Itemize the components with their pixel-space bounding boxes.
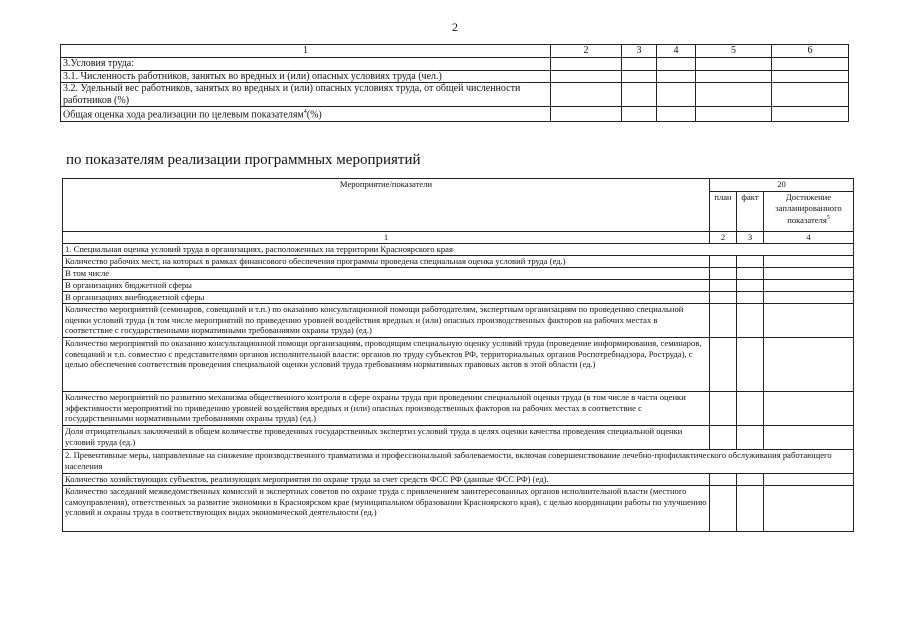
measures-table [62,178,854,532]
table-row [61,83,849,107]
header-year: 20 [710,179,854,192]
table-row [63,474,854,486]
row-label: Количество рабочих мест, на которых в рамках финансового обеспечения программы проведена специальная оценка условий труда (ед.) [63,256,710,268]
number-cell: 2 [710,232,737,244]
section-row: 1. Специальная оценка условий труда в организациях, расположенных на территории Красноярского края [63,244,854,256]
header-cell: 1 [61,45,551,58]
row-label: В организациях внебюджетной сферы [63,292,710,304]
footnote-mark: 4 [303,109,307,115]
row-label: В организациях бюджетной сферы [63,280,710,292]
table-row [63,426,854,450]
table-row [63,486,854,532]
header-cell: 3 [622,45,657,58]
targets-table [60,44,849,122]
header-measure: Мероприятие/показатели [63,179,710,232]
number-cell: 1 [63,232,710,244]
table-row [61,107,849,122]
row-label: 3.1. Численность работников, занятых во вредных и (или) опасных условиях труда (чел.) [61,70,551,83]
numbering-row [63,232,854,244]
table-row [61,58,849,71]
footnote-mark: 5 [826,215,830,222]
table-row [63,392,854,426]
table-row [63,304,854,338]
section-row: 2. Превентивные меры, направленные на снижение производственного травматизма и профессиональной заболеваемости, включая совершенствование лечебно-профилактического обслуживания работающего населения [63,450,854,474]
row-label: Количество хозяйствующих субъектов, реализующих мероприятия по охране труда за счет средств ФСС РФ (данные ФСС РФ) (ед). [63,474,710,486]
table-row [63,256,854,268]
row-label: Количество мероприятий (семинаров, совещаний и т.п.) по оказанию консультационной помощи работодателям, экспертным организациям по проведению специальной оценки условий труда (в том числе мероприятий по приведению уровней воздействия вредных и (или) опасных производственных факторов на рабочих местах в соответствие с государственными нормативными требованиями охраны труда) (ед.) [63,304,710,338]
page-number: 2 [452,20,458,34]
section-title: по показателям реализации программных мероприятий [66,152,421,168]
table-row [63,292,854,304]
header-cell: 5 [696,45,772,58]
header-fact: факт [737,192,764,232]
table-row [63,268,854,280]
table-row [61,70,849,83]
row-label: В том числе [63,268,710,280]
row-label: Общая оценка хода реализации по целевым показателям$^4$(%) [61,107,551,122]
header-cell: 2 [551,45,622,58]
header-cell: 6 [772,45,849,58]
row-label: Количество мероприятий по развитию механизма общественного контроля в сфере охраны труда при проведении специальной оценки труда (в том числе в части оценки эффективности мероприятий по приведению уровней воздействия вредных и (или) опасных производственных факторов на рабочих местах в соответствие с государственными нормативными требованиями охраны труда) (ед.) [63,392,710,426]
header-plan: план [710,192,737,232]
table-header-row [63,179,854,192]
number-cell: 3 [737,232,764,244]
row-label: 3.Условия труда: [61,58,551,71]
row-label: Количество заседаний межведомственных комиссий и экспертных советов по охране труда с привлечением заинтересованных органов исполнительной власти (местного самоуправления), ответственных за развитие экономики в Красноярском крае (муниципальном образовании Красноярского края), с целью координации работы по улучшению условий и охраны труда в соответствующих видах экономической деятельности (ед.) [63,486,710,532]
table-row [63,338,854,392]
header-cell: 4 [657,45,696,58]
table-header-row [61,45,849,58]
header-achievement: Достижение запланированного показателя$^5$ [764,192,854,232]
table-row [63,280,854,292]
row-label: Доля отрицательных заключений в общем количестве проведенных государственных экспертиз условий труда в целях оценки качества проведения специальной оценки условий труда (ед.) [63,426,710,450]
row-label: 3.2. Удельный вес работников, занятых во вредных и (или) опасных условиях труда, от общей численности работников (%) [61,83,551,107]
table-row [63,244,854,256]
table-row [63,450,854,474]
number-cell: 4 [764,232,854,244]
row-label: Количество мероприятий по оказанию консультационной помощи организациям, проводящим специальную оценку условий труда (проведение информирования, семинаров, совещаний и т.п. совместно с представителями органов исполнительной власти: органов по труду субъектов РФ, территориальных органов Роспотребнадзора, Роструда), с целью обеспечения соответствия проведения специальной оценки условий труда требованиям нормативных правовых актов в этой области (ед.) [63,338,710,392]
